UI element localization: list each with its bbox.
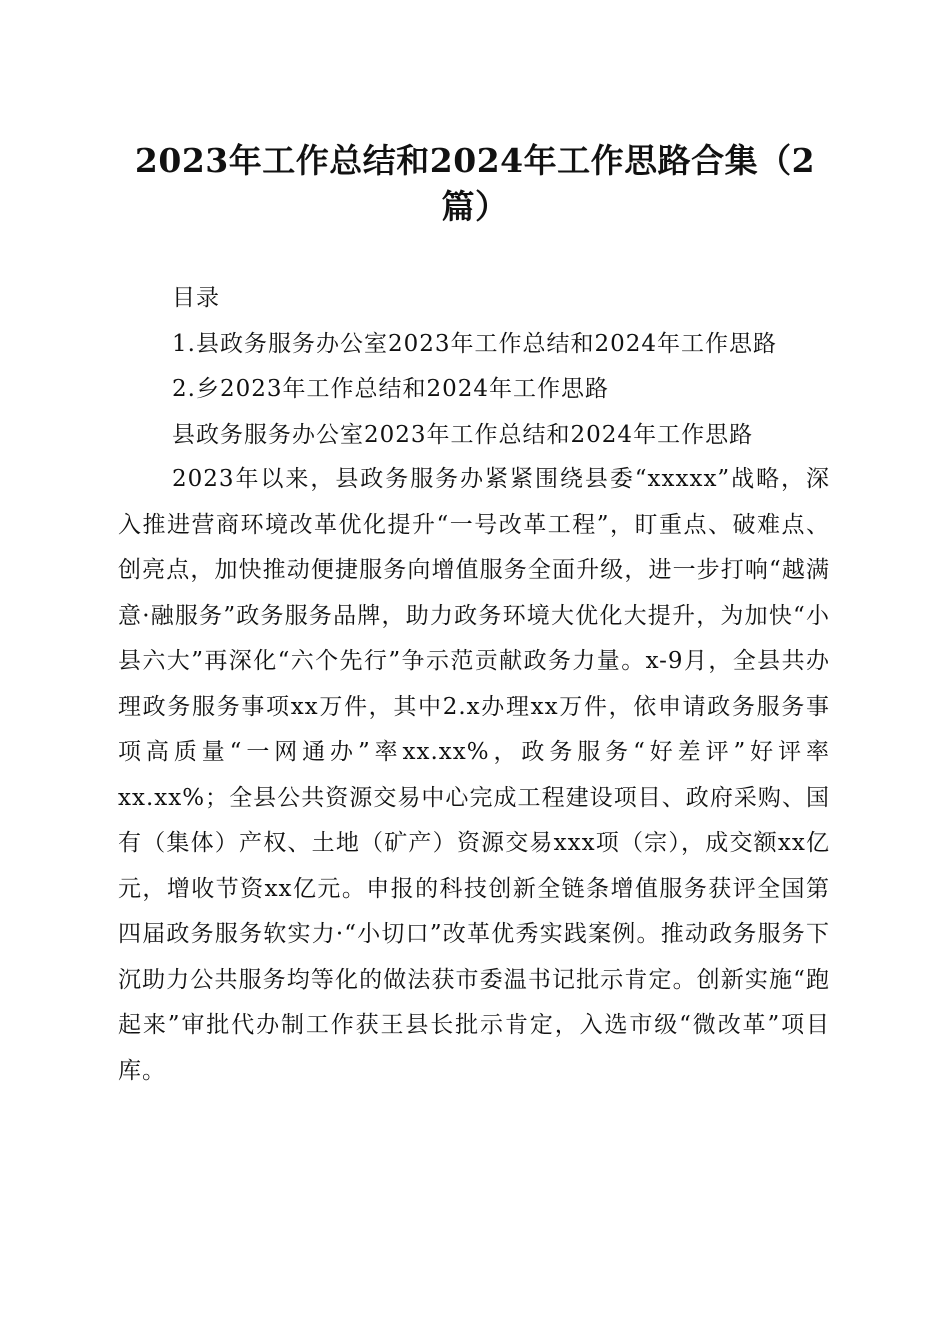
section-title: 县政务服务办公室2023年工作总结和2024年工作思路 bbox=[172, 421, 754, 448]
toc-item: 2.乡2023年工作总结和2024年工作思路 bbox=[172, 376, 610, 402]
body-paragraph: 2023年以来，县政务服务办紧紧围绕县委“xxxxx”战略，深入推进营商环境改革优化提升“一号改革工程”，盯重点、破难点、创亮点，加快推动便捷服务向增值服务全面升级，进一步打响“越满意·融服务”政务服务品牌，助力政务环境大优化大提升，为加快“小县六大”再深化“六个先行”争示范贡献政务力量。x-9月，全县共办理政务服务事项xx万件，其中2.x办理xx万件，依申请政务服务事项高质量“一网通办”率xx.xx%，政务服务“好差评”好评率xx.xx%；全县公共资源交易中心完成工程建设项目、政府采购、国有（集体）产权、土地（矿产）资源交易xxx项（宗），成交额xx亿元，增收节资xx亿元。申报的科技创新全链条增值服务获评全国第四届政务服务软实力·“小切口”改革优秀实践案例。推动政务服务下沉助力公共服务均等化的做法获市委温书记批示肯定。创新实施“跑起来”审批代办制工作获王县长批示肯定，入选市级“微改革”项目库。 bbox=[118, 466, 830, 1084]
toc-item: 1.县政务服务办公室2023年工作总结和2024年工作思路 bbox=[172, 330, 778, 357]
toc-heading: 目录 bbox=[172, 285, 220, 311]
table-of-contents bbox=[118, 276, 832, 458]
document-title: 2023年工作总结和2024年工作思路合集（2篇） bbox=[134, 141, 816, 226]
